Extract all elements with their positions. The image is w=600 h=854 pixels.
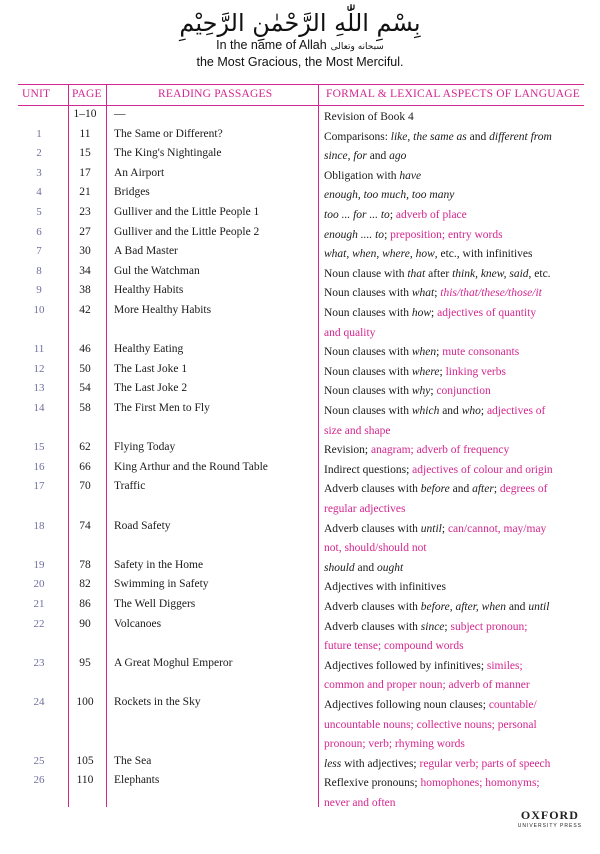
reading-passage: Safety in the Home bbox=[114, 558, 204, 571]
language-line bbox=[324, 461, 586, 481]
header-line-1-text: In the name of Allah bbox=[216, 38, 327, 52]
language-segment: regular adjectives bbox=[324, 502, 406, 515]
language-aspects bbox=[324, 206, 586, 226]
language-segment: Comparisons: bbox=[324, 130, 391, 143]
unit-number: 4 bbox=[36, 186, 42, 199]
unit-number: 15 bbox=[33, 441, 45, 454]
language-segment: ought bbox=[377, 561, 404, 574]
reading-passage: The King's Nightingale bbox=[114, 147, 222, 160]
language-segment: ago bbox=[389, 150, 407, 163]
page-number: 95 bbox=[79, 656, 91, 669]
language-segment: Indirect questions; bbox=[324, 463, 413, 476]
language-segment: and bbox=[466, 130, 490, 143]
table-row bbox=[18, 441, 584, 461]
unit-number: 9 bbox=[36, 284, 42, 297]
language-segment: Noun clauses with bbox=[324, 385, 412, 398]
language-segment: , bbox=[407, 130, 414, 143]
language-segment: and bbox=[366, 150, 390, 163]
language-segment: ; bbox=[441, 522, 448, 535]
unit-number: 18 bbox=[33, 519, 45, 532]
column-header-passages: READING PASSAGES bbox=[158, 88, 273, 100]
language-segment: and bbox=[449, 483, 473, 496]
language-aspects bbox=[324, 226, 586, 246]
language-aspects bbox=[324, 696, 586, 755]
page-number: 74 bbox=[79, 519, 91, 532]
language-segment: since bbox=[324, 150, 348, 163]
language-segment: adverb of place bbox=[395, 209, 467, 221]
language-segment: for bbox=[353, 150, 367, 163]
unit-number: 26 bbox=[33, 774, 45, 787]
reading-passage: The Sea bbox=[114, 754, 152, 767]
language-segment: preposition; entry words bbox=[390, 228, 503, 241]
language-line bbox=[324, 559, 586, 579]
language-segment: what bbox=[411, 287, 435, 300]
language-line bbox=[324, 304, 586, 324]
language-segment: different from bbox=[489, 130, 552, 143]
language-line bbox=[324, 422, 586, 442]
oxford-logo-text: OXFORD bbox=[520, 808, 579, 822]
language-line bbox=[324, 637, 586, 657]
language-segment: ; bbox=[436, 346, 443, 359]
page-number: 86 bbox=[79, 598, 91, 610]
table-row bbox=[18, 382, 584, 402]
table-row bbox=[18, 226, 584, 246]
table-row bbox=[18, 343, 584, 363]
language-segment: size and shape bbox=[324, 424, 391, 437]
language-aspects bbox=[324, 598, 586, 618]
unit-number: 23 bbox=[33, 656, 45, 669]
table-row bbox=[18, 559, 584, 579]
language-segment: countable/ bbox=[488, 699, 537, 711]
language-segment: and bbox=[505, 601, 529, 613]
language-segment: too ... for ... to bbox=[324, 209, 390, 221]
page-number: 46 bbox=[79, 343, 91, 356]
language-line bbox=[324, 716, 586, 736]
table-row bbox=[18, 245, 584, 265]
language-segment: since bbox=[420, 620, 445, 633]
language-line bbox=[324, 265, 586, 285]
language-segment: Adverb clauses with bbox=[324, 522, 421, 535]
language-segment: homophones; homonyms; bbox=[420, 777, 540, 790]
page-number: 66 bbox=[79, 460, 91, 473]
page-number: 42 bbox=[79, 304, 91, 316]
language-segment: should bbox=[324, 561, 355, 574]
language-segment: similes; bbox=[486, 659, 523, 672]
language-line bbox=[324, 128, 586, 148]
unit-number: 1 bbox=[36, 127, 42, 140]
language-aspects bbox=[324, 657, 586, 696]
unit-number: 20 bbox=[33, 578, 45, 591]
reading-passage: Gul the Watchman bbox=[114, 264, 200, 277]
language-aspects bbox=[324, 382, 586, 402]
reading-passage: Gulliver and the Little People 2 bbox=[114, 225, 260, 238]
page-number: 90 bbox=[79, 617, 91, 630]
table-row bbox=[18, 167, 584, 187]
page-number: 38 bbox=[79, 284, 91, 297]
reading-passage: Flying Today bbox=[114, 441, 176, 454]
language-segment: Adverb clauses with bbox=[324, 483, 421, 496]
unit-number: 13 bbox=[33, 382, 45, 395]
language-aspects bbox=[324, 167, 586, 187]
page-number: 21 bbox=[79, 186, 91, 199]
reading-passage: The First Men to Fly bbox=[114, 402, 210, 414]
language-segment: ; bbox=[389, 209, 396, 221]
language-segment: anagram; adverb of frequency bbox=[370, 444, 510, 457]
table-row bbox=[18, 618, 584, 657]
language-segment: where bbox=[411, 365, 440, 378]
language-segment: when bbox=[411, 346, 437, 359]
language-aspects bbox=[324, 363, 586, 383]
table-row bbox=[18, 657, 584, 696]
unit-number: 6 bbox=[36, 225, 42, 238]
language-segment: until bbox=[420, 522, 442, 535]
language-line bbox=[324, 480, 586, 500]
page-number: 58 bbox=[79, 402, 91, 414]
table-row bbox=[18, 402, 584, 441]
language-segment: Noun clause with bbox=[324, 267, 408, 280]
oxford-logo-subtext: UNIVERSITY PRESS bbox=[517, 823, 582, 829]
language-segment: think, knew, said bbox=[452, 267, 529, 280]
reading-passage: Gulliver and the Little People 1 bbox=[114, 206, 260, 218]
bismillah-calligraphy: بِسْمِ اللّٰهِ الرَّحْمٰنِ الرَّحِيْمِ bbox=[179, 9, 421, 37]
language-line bbox=[324, 520, 586, 540]
language-segment: ; bbox=[384, 228, 391, 241]
language-segment: Adverb clauses with bbox=[324, 601, 421, 613]
reading-passage: A Great Moghul Emperor bbox=[114, 656, 233, 669]
table-row bbox=[18, 108, 584, 128]
language-segment: ; bbox=[493, 483, 500, 496]
language-aspects bbox=[324, 108, 586, 128]
table-row bbox=[18, 265, 584, 285]
language-line bbox=[324, 108, 586, 128]
reading-passage: The Last Joke 2 bbox=[114, 382, 188, 395]
language-segment: Adjectives following noun clauses; bbox=[324, 699, 489, 711]
table-row bbox=[18, 206, 584, 226]
page-number: 34 bbox=[79, 264, 91, 277]
language-aspects bbox=[324, 284, 586, 304]
language-line bbox=[324, 696, 586, 716]
table-header-rule bbox=[18, 105, 584, 106]
unit-number: 5 bbox=[36, 206, 42, 218]
language-segment: and bbox=[439, 405, 462, 417]
language-segment: , etc. bbox=[528, 267, 551, 280]
language-segment: and quality bbox=[324, 326, 376, 339]
language-line bbox=[324, 676, 586, 696]
unit-number: 8 bbox=[36, 264, 42, 277]
reading-passage: Healthy Habits bbox=[114, 284, 184, 297]
page-number: 70 bbox=[79, 480, 91, 493]
page-number: 110 bbox=[76, 774, 94, 787]
language-aspects bbox=[324, 304, 586, 343]
reading-passage: The Same or Different? bbox=[114, 127, 223, 140]
page-number: 30 bbox=[79, 245, 91, 258]
table-row bbox=[18, 520, 584, 559]
unit-number: 3 bbox=[36, 166, 42, 179]
page-number: 82 bbox=[79, 578, 91, 591]
table-row bbox=[18, 696, 584, 755]
column-header-language: FORMAL & LEXICAL ASPECTS OF LANGUAGE bbox=[326, 88, 580, 100]
language-line bbox=[324, 245, 586, 265]
language-segment: linking verbs bbox=[445, 365, 506, 378]
language-segment: enough .... to bbox=[324, 228, 385, 241]
language-line bbox=[324, 500, 586, 520]
language-segment: Revision of Book 4 bbox=[324, 111, 414, 123]
language-segment: have bbox=[399, 169, 422, 182]
unit-number: 24 bbox=[33, 696, 45, 708]
unit-number: 14 bbox=[33, 402, 45, 414]
language-segment: and bbox=[354, 561, 378, 574]
language-aspects bbox=[324, 245, 586, 265]
language-segment: after bbox=[472, 483, 494, 496]
reading-passage: An Airport bbox=[114, 166, 165, 179]
page-number: 54 bbox=[79, 382, 91, 395]
reading-passage: Volcanoes bbox=[114, 617, 162, 630]
table-row bbox=[18, 598, 584, 618]
reading-passage: King Arthur and the Round Table bbox=[114, 460, 268, 473]
language-line bbox=[324, 206, 586, 226]
language-segment: how bbox=[411, 307, 432, 319]
language-segment: who bbox=[461, 405, 481, 417]
table-row bbox=[18, 774, 584, 813]
language-segment: Obligation with bbox=[324, 169, 400, 182]
language-segment: Reflexive pronouns; bbox=[324, 777, 421, 790]
language-segment: common and proper noun; adverb of manner bbox=[324, 679, 530, 692]
language-segment: uncountable nouns; collective nouns; personal bbox=[324, 718, 537, 731]
language-segment: future tense; compound words bbox=[324, 640, 464, 653]
language-segment: degrees of bbox=[499, 483, 548, 496]
reading-passage: Elephants bbox=[114, 774, 160, 787]
reading-passage: Healthy Eating bbox=[114, 343, 184, 356]
reading-passage: — bbox=[114, 108, 126, 120]
header-line-1 bbox=[0, 38, 600, 55]
language-segment: what, when, where, how bbox=[324, 248, 435, 261]
language-segment: that bbox=[407, 267, 426, 280]
table-row bbox=[18, 363, 584, 383]
page-number: 1–10 bbox=[73, 108, 97, 120]
header-line-2: the Most Gracious, the Most Merciful. bbox=[196, 55, 404, 69]
language-segment: after bbox=[425, 267, 453, 280]
language-aspects bbox=[324, 441, 586, 461]
language-segment: Noun clauses with bbox=[324, 287, 412, 300]
language-segment: mute consonants bbox=[442, 346, 520, 359]
column-header-page: PAGE bbox=[72, 88, 102, 100]
language-aspects bbox=[324, 755, 586, 775]
language-aspects bbox=[324, 480, 586, 519]
language-line bbox=[324, 441, 586, 461]
language-line bbox=[324, 167, 586, 187]
language-segment: , etc., with infinitives bbox=[434, 248, 533, 261]
language-segment: Noun clauses with bbox=[324, 346, 412, 359]
language-line bbox=[324, 363, 586, 383]
language-line bbox=[324, 324, 586, 344]
language-segment: Adverb clauses with bbox=[324, 620, 421, 633]
oxford-logo bbox=[518, 808, 582, 829]
language-segment: Noun clauses with bbox=[324, 307, 412, 319]
unit-number: 17 bbox=[33, 480, 45, 493]
unit-number: 11 bbox=[33, 343, 45, 356]
language-segment: adjectives of bbox=[486, 405, 546, 417]
table-top-rule bbox=[18, 84, 584, 85]
page-number: 62 bbox=[79, 441, 91, 454]
page-number: 100 bbox=[76, 696, 94, 708]
reading-passage: The Well Diggers bbox=[114, 598, 196, 610]
unit-number: 19 bbox=[33, 558, 45, 571]
language-aspects bbox=[324, 520, 586, 559]
language-line bbox=[324, 578, 586, 598]
page-number: 11 bbox=[79, 127, 91, 140]
table-row bbox=[18, 480, 584, 519]
reading-passage: The Last Joke 1 bbox=[114, 362, 188, 375]
language-line bbox=[324, 186, 586, 206]
page-header bbox=[0, 8, 600, 70]
table-row bbox=[18, 304, 584, 343]
language-line bbox=[324, 755, 586, 775]
reading-passage: Swimming in Safety bbox=[114, 578, 209, 591]
column-header-unit: UNIT bbox=[22, 88, 51, 100]
language-segment: pronoun; verb; rhyming words bbox=[324, 738, 465, 750]
language-segment: with adjectives; bbox=[341, 757, 420, 770]
language-segment: why bbox=[411, 385, 431, 398]
language-segment: ; bbox=[480, 405, 487, 417]
page-number: 15 bbox=[79, 147, 91, 160]
language-line bbox=[324, 735, 586, 755]
language-line bbox=[324, 284, 586, 304]
table-row bbox=[18, 755, 584, 775]
unit-number: 25 bbox=[33, 754, 45, 767]
table-row bbox=[18, 578, 584, 598]
unit-number: 2 bbox=[36, 147, 42, 160]
language-segment: this/that/these/those/it bbox=[440, 287, 542, 300]
language-segment: which bbox=[411, 405, 440, 417]
language-segment: ; bbox=[444, 620, 451, 633]
language-segment: adjectives of quantity bbox=[437, 307, 537, 319]
language-aspects bbox=[324, 618, 586, 657]
language-segment: until bbox=[528, 601, 550, 613]
language-segment: conjunction bbox=[436, 385, 491, 398]
language-aspects bbox=[324, 461, 586, 481]
language-segment: Revision; bbox=[324, 444, 371, 457]
table-row bbox=[18, 147, 584, 167]
language-segment: Noun clauses with bbox=[324, 405, 412, 417]
language-segment: ; bbox=[439, 365, 446, 378]
language-line bbox=[324, 343, 586, 363]
language-line bbox=[324, 598, 586, 618]
header-line-1-arabic: سبحانه وتعالى bbox=[330, 42, 384, 52]
language-segment: less bbox=[324, 757, 342, 770]
reading-passage: A Bad Master bbox=[114, 245, 178, 258]
language-aspects bbox=[324, 343, 586, 363]
unit-number: 10 bbox=[33, 304, 45, 316]
unit-number: 21 bbox=[33, 598, 45, 610]
page-number: 27 bbox=[79, 225, 91, 238]
unit-number: 7 bbox=[36, 245, 42, 258]
language-line bbox=[324, 774, 586, 794]
language-segment: not, should/should not bbox=[324, 542, 427, 555]
unit-number: 22 bbox=[33, 617, 45, 630]
page-number: 50 bbox=[79, 362, 91, 375]
language-line bbox=[324, 618, 586, 638]
language-aspects bbox=[324, 265, 586, 285]
reading-passage: More Healthy Habits bbox=[114, 304, 212, 316]
language-segment: can/cannot, may/may bbox=[447, 522, 547, 535]
language-segment: subject pronoun; bbox=[450, 620, 528, 633]
language-segment: Noun clauses with bbox=[324, 365, 412, 378]
language-aspects bbox=[324, 186, 586, 206]
language-segment: ; bbox=[430, 385, 437, 398]
table-row bbox=[18, 461, 584, 481]
language-segment: adjectives of colour and origin bbox=[412, 463, 553, 476]
language-line bbox=[324, 539, 586, 559]
table-row bbox=[18, 284, 584, 304]
language-segment: before, after, when bbox=[420, 601, 506, 613]
language-segment: , bbox=[347, 150, 354, 163]
language-aspects bbox=[324, 559, 586, 579]
page-number: 17 bbox=[79, 166, 91, 179]
reading-passage: Bridges bbox=[114, 186, 150, 199]
language-segment: never and often bbox=[324, 796, 396, 809]
page-number: 23 bbox=[79, 206, 91, 218]
reading-passage: Road Safety bbox=[114, 519, 171, 532]
language-segment: before bbox=[420, 483, 450, 496]
language-segment: Adjectives with infinitives bbox=[324, 581, 447, 594]
language-line bbox=[324, 402, 586, 422]
table-row bbox=[18, 186, 584, 206]
language-segment: regular verb; parts of speech bbox=[419, 757, 551, 770]
language-segment: the same as bbox=[413, 130, 467, 143]
page-number: 78 bbox=[79, 558, 91, 571]
language-line bbox=[324, 657, 586, 677]
unit-number: 16 bbox=[33, 460, 45, 473]
language-line bbox=[324, 226, 586, 246]
language-segment: like bbox=[390, 130, 408, 143]
language-line bbox=[324, 382, 586, 402]
language-segment: Adjectives followed by infinitives; bbox=[324, 659, 487, 672]
reading-passage: Traffic bbox=[114, 480, 146, 493]
page-number: 105 bbox=[76, 754, 94, 767]
language-aspects bbox=[324, 402, 586, 441]
language-segment: ; bbox=[434, 287, 441, 300]
language-aspects bbox=[324, 578, 586, 598]
language-segment: enough, too much, too many bbox=[324, 189, 455, 202]
reading-passage: Rockets in the Sky bbox=[114, 696, 201, 708]
unit-number: 12 bbox=[33, 362, 45, 375]
language-segment: ; bbox=[431, 307, 438, 319]
